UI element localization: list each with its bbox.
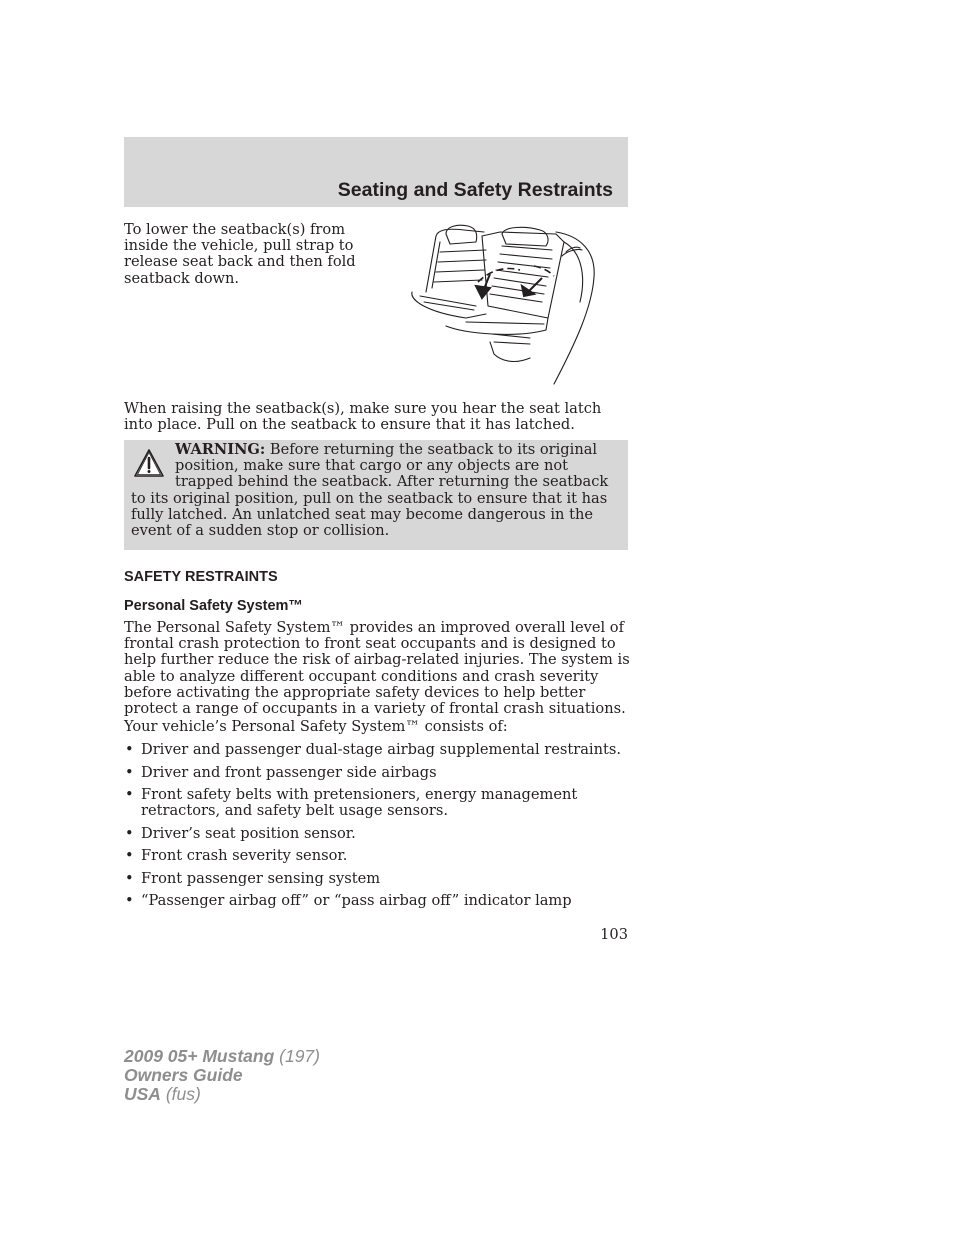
subsection-heading: Personal Safety System™	[124, 598, 303, 614]
intro-paragraph: To lower the seatback(s) from inside the vehicle, pull strap to release seat back and then fold seatback down.	[124, 221, 356, 287]
warning-text: Before returning the seatback to its original position, make sure that cargo or any objects are not trapped behind the seatback. After returning the seatback to its original position, pull on the seatback to ensure that it has fully latched. An unlatched seat may become dangerous in the event of a sudden stop or collision.	[131, 441, 609, 540]
footer-model-code: (197)	[274, 1046, 320, 1066]
warning-label: WARNING:	[175, 441, 266, 458]
header-band	[124, 137, 628, 207]
footer	[124, 1047, 320, 1104]
rear-seat-illustration	[406, 222, 602, 386]
footer-guide: Owners Guide	[124, 1065, 243, 1085]
page-title: Seating and Safety Restraints	[337, 179, 613, 201]
warning-box	[124, 440, 628, 550]
list-item: • Driver and front passenger side airbags	[124, 765, 628, 781]
list-item: • Front passenger sensing system	[124, 871, 628, 887]
footer-market: USA	[124, 1084, 161, 1104]
raise-paragraph: When raising the seatback(s), make sure you hear the seat latch into place. Pull on the seatback to ensure that it has latched.	[124, 400, 602, 434]
warning-triangle-icon	[133, 448, 165, 478]
list-item: • Driver and passenger dual-stage airbag supplemental restraints.	[124, 742, 628, 758]
list-item: • Front safety belts with pretensioners, energy management retractors, and safety belt usage sensors.	[124, 787, 628, 819]
footer-line-1	[124, 1047, 320, 1066]
pss-consists-line: Your vehicle’s Personal Safety System™ consists of:	[124, 718, 508, 735]
section-heading: SAFETY RESTRAINTS	[124, 569, 278, 585]
list-item: • Front crash severity sensor.	[124, 848, 628, 864]
list-item: • Driver’s seat position sensor.	[124, 826, 628, 842]
pss-component-list	[124, 742, 628, 916]
footer-model: 2009 05+ Mustang	[124, 1046, 275, 1066]
list-item: • “Passenger airbag off” or “pass airbag off” indicator lamp	[124, 893, 628, 909]
footer-line-2	[124, 1066, 320, 1085]
footer-market-code: (fus)	[160, 1084, 201, 1104]
footer-line-3	[124, 1085, 320, 1104]
pss-paragraph: The Personal Safety System™ provides an improved overall level of frontal crash protection to front seat occupants and is designed to help further reduce the risk of airbag-related injuries. The system is able to analyze different occupant conditions and crash severity before activating the appropriate safety devices to help better protect a range of occupants in a variety of frontal crash situations.	[124, 619, 630, 718]
page-number: 103	[600, 926, 628, 943]
